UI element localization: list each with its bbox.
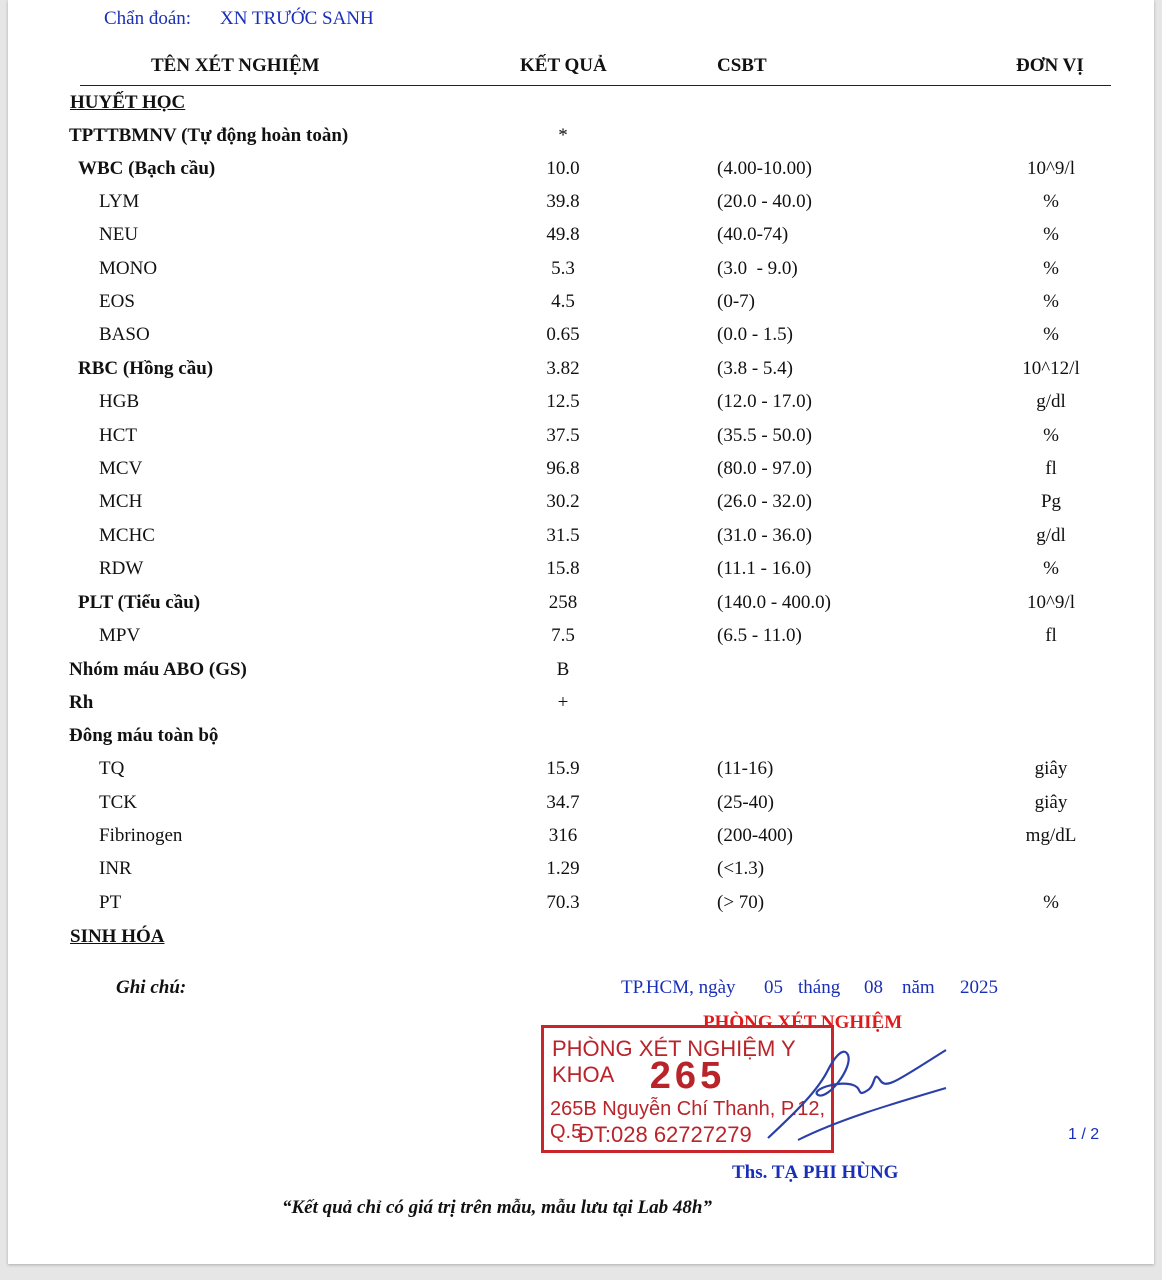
test-reference-range: (200-400) [717, 825, 793, 846]
test-result: 39.8 [546, 191, 580, 212]
test-reference-range: (<1.3) [717, 858, 765, 879]
test-result: * [558, 125, 568, 146]
test-result: 4.5 [551, 291, 575, 312]
test-unit: giây [1034, 758, 1068, 779]
test-reference-range: (26.0 - 32.0) [717, 491, 812, 512]
test-result: B [556, 659, 570, 680]
table-row [8, 858, 1154, 891]
test-unit: g/dl [1036, 525, 1066, 546]
date-year-label: năm [902, 977, 935, 998]
test-name: RBC (Hồng cầu) [78, 358, 214, 379]
test-result: 31.5 [546, 525, 580, 546]
table-row [8, 125, 1154, 158]
test-name: INR [99, 858, 132, 879]
test-result: 7.5 [551, 625, 575, 646]
test-unit: % [1043, 224, 1059, 245]
test-reference-range: (11-16) [717, 758, 774, 779]
test-reference-range: (0.0 - 1.5) [717, 324, 793, 345]
header-reference-range: CSBT [717, 55, 767, 76]
test-reference-range: (40.0-74) [717, 224, 789, 245]
test-name: Đông máu toàn bộ [69, 725, 219, 746]
test-unit: 10^12/l [1022, 358, 1080, 379]
table-row [8, 558, 1154, 591]
table-row [8, 525, 1154, 558]
test-unit: 10^9/l [1027, 592, 1075, 613]
stamp-phone: ĐT:028 62727279 [578, 1122, 752, 1147]
test-unit: % [1043, 291, 1059, 312]
table-row [8, 825, 1154, 858]
test-result: 316 [548, 825, 578, 846]
table-row [8, 892, 1154, 925]
table-row [8, 224, 1154, 257]
footer-disclaimer: “Kết quả chỉ có giá trị trên mẫu, mẫu lưu tại Lab 48h” [282, 1197, 712, 1218]
test-result: 30.2 [546, 491, 580, 512]
test-name: RDW [99, 558, 144, 579]
table-row [8, 258, 1154, 291]
table-row [8, 659, 1154, 692]
table-row [8, 291, 1154, 324]
stamp-address: 265B Nguyễn Chí Thanh, P.12, Q.5 [550, 1098, 826, 1143]
test-name: MONO [99, 258, 158, 279]
table-row [8, 391, 1154, 424]
table-row [8, 191, 1154, 224]
table-row [8, 158, 1154, 191]
test-reference-range: (0-7) [717, 291, 755, 312]
test-reference-range: (80.0 - 97.0) [717, 458, 812, 479]
test-reference-range: (4.00-10.00) [717, 158, 812, 179]
test-reference-range: (25-40) [717, 792, 774, 813]
date-year: 2025 [960, 977, 998, 998]
test-unit: fl [1045, 625, 1057, 646]
test-name: MPV [99, 625, 141, 646]
header-unit: ĐƠN VỊ [1016, 55, 1084, 76]
test-name: TCK [99, 792, 137, 813]
test-name: PT [99, 892, 122, 913]
signer-name: Ths. TẠ PHI HÙNG [732, 1162, 899, 1183]
table-row [8, 792, 1154, 825]
test-name: MCH [99, 491, 143, 512]
test-unit: % [1043, 191, 1059, 212]
test-reference-range: (11.1 - 16.0) [717, 558, 812, 579]
header-test-name: TÊN XÉT NGHIỆM [151, 55, 320, 76]
test-reference-range: (> 70) [717, 892, 765, 913]
test-name: BASO [99, 324, 150, 345]
test-result: 12.5 [546, 391, 580, 412]
test-result: 10.0 [546, 158, 580, 179]
note-label: Ghi chú: [116, 977, 187, 998]
test-unit: g/dl [1036, 391, 1066, 412]
test-unit: % [1043, 258, 1059, 279]
table-row [8, 692, 1154, 725]
test-name: HUYẾT HỌC [70, 92, 186, 113]
table-row [8, 491, 1154, 524]
test-name: MCV [99, 458, 143, 479]
test-name: LYM [99, 191, 140, 212]
test-unit: 10^9/l [1027, 158, 1075, 179]
table-row [8, 725, 1154, 758]
test-unit: % [1043, 324, 1059, 345]
test-result: 37.5 [546, 425, 580, 446]
test-unit: % [1043, 558, 1059, 579]
test-result: + [557, 692, 569, 713]
section-heading-hematology [8, 92, 1154, 125]
test-result: 5.3 [551, 258, 575, 279]
table-row [8, 758, 1154, 791]
table-row [8, 425, 1154, 458]
date-day: 05 [764, 977, 783, 998]
lab-department-title: PHÒNG XÉT NGHIỆM [703, 1012, 903, 1033]
test-result: 49.8 [546, 224, 580, 245]
section-heading-biochemistry [8, 926, 1154, 959]
test-result: 1.29 [546, 858, 580, 879]
test-result: 15.8 [546, 558, 580, 579]
report-page [8, 0, 1154, 1264]
test-unit: giây [1034, 792, 1068, 813]
test-name: Nhóm máu ABO (GS) [69, 659, 247, 680]
test-name: HGB [99, 391, 140, 412]
date-month-label: tháng [798, 977, 841, 998]
table-row [8, 358, 1154, 391]
test-unit: mg/dL [1025, 825, 1077, 846]
test-reference-range: (12.0 - 17.0) [717, 391, 812, 412]
stamp-lab-number: 265 [649, 1055, 726, 1097]
diagnosis-label: Chẩn đoán: [104, 8, 192, 29]
test-reference-range: (31.0 - 36.0) [717, 525, 812, 546]
test-reference-range: (20.0 - 40.0) [717, 191, 812, 212]
test-result: 0.65 [546, 324, 580, 345]
test-reference-range: (3.8 - 5.4) [717, 358, 793, 379]
test-name: MCHC [99, 525, 155, 546]
test-name: Fibrinogen [99, 825, 183, 846]
date-prefix: TP.HCM, ngày [621, 977, 736, 998]
test-result: 96.8 [546, 458, 580, 479]
page-number: 1 / 2 [1068, 1126, 1100, 1143]
header-divider [80, 85, 1111, 86]
header-result: KẾT QUẢ [520, 55, 607, 76]
diagnosis-value: XN TRƯỚC SANH [220, 8, 374, 29]
table-row [8, 625, 1154, 658]
signature [758, 1040, 948, 1150]
table-row [8, 592, 1154, 625]
test-reference-range: (6.5 - 11.0) [717, 625, 802, 646]
test-name: SINH HÓA [70, 926, 165, 947]
test-reference-range: (140.0 - 400.0) [717, 592, 831, 613]
test-result: 3.82 [546, 358, 580, 379]
test-reference-range: (3.0 - 9.0) [717, 258, 798, 279]
test-name: PLT (Tiểu cầu) [78, 592, 201, 613]
test-unit: Pg [1040, 491, 1062, 512]
test-name: EOS [99, 291, 135, 312]
test-result: 34.7 [546, 792, 580, 813]
test-result: 70.3 [546, 892, 580, 913]
test-name: NEU [99, 224, 139, 245]
test-result: 258 [548, 592, 578, 613]
test-name: HCT [99, 425, 137, 446]
test-name: TQ [99, 758, 125, 779]
test-unit: fl [1045, 458, 1057, 479]
test-name: TPTTBMNV (Tự động hoàn toàn) [69, 125, 349, 146]
stamp-lab-name: PHÒNG XÉT NGHIỆM Y KHOA [552, 1036, 796, 1087]
test-name: WBC (Bạch cầu) [78, 158, 216, 179]
test-unit: % [1043, 892, 1059, 913]
table-row [8, 324, 1154, 357]
test-name: Rh [69, 692, 94, 713]
test-result: 15.9 [546, 758, 580, 779]
table-row [8, 458, 1154, 491]
test-unit: % [1043, 425, 1059, 446]
date-month: 08 [864, 977, 883, 998]
test-reference-range: (35.5 - 50.0) [717, 425, 812, 446]
